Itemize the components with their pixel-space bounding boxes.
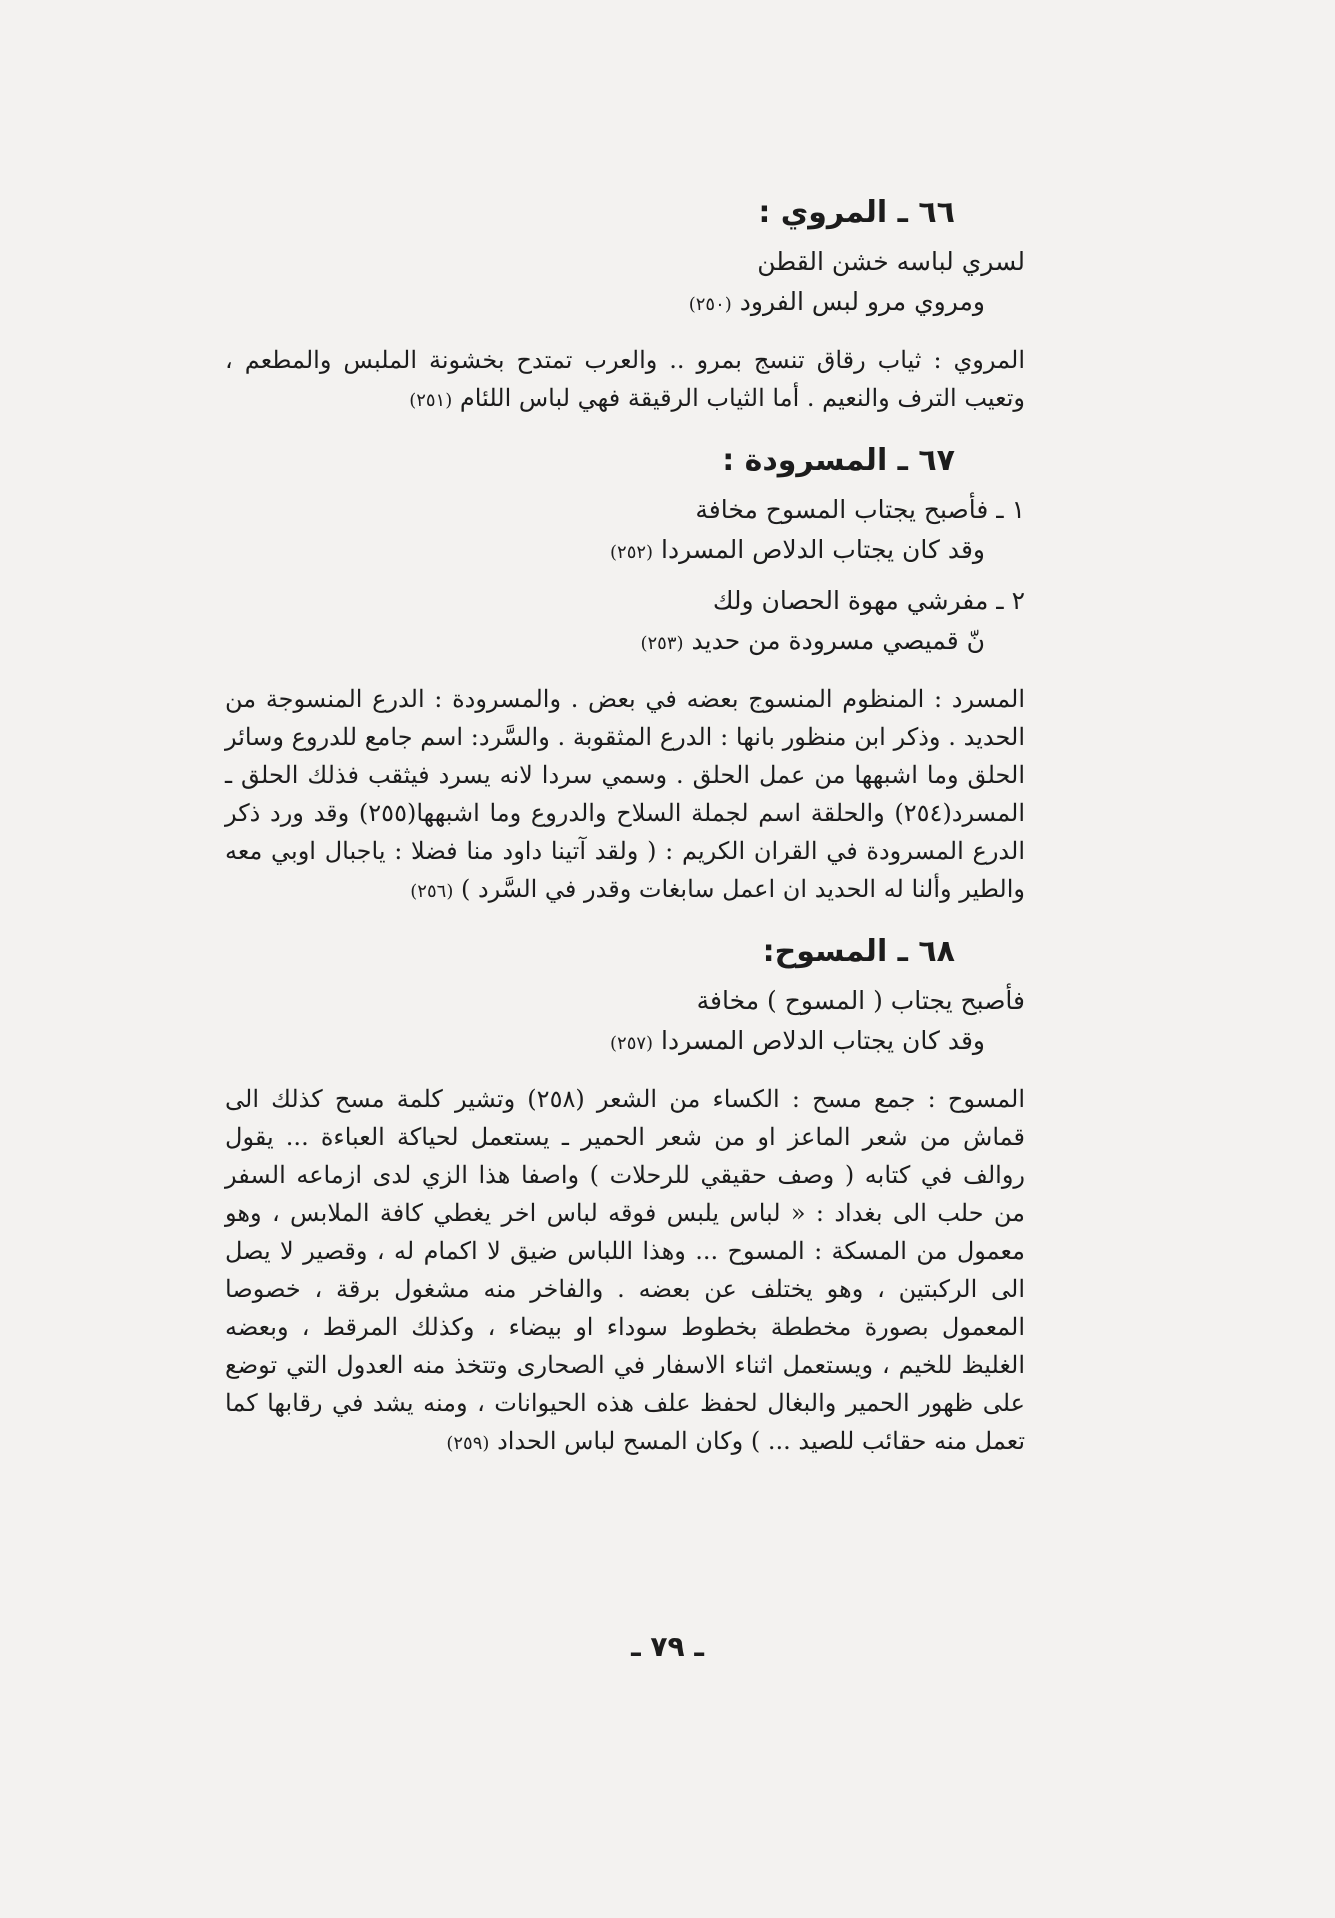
text-block xyxy=(225,190,1025,1481)
verse-line-text: وقد كان يجتاب الدلاص المسردا xyxy=(661,535,985,564)
verse xyxy=(225,490,1025,573)
paragraph xyxy=(225,1080,1025,1463)
verse-line xyxy=(225,282,1025,325)
verse-line: ١ ـ فأصبح يجتاب المسوح مخافة xyxy=(695,495,1025,524)
footnote-ref: (٢٥٢) xyxy=(610,542,654,563)
paragraph-text: المسوح : جمع مسح : الكساء من الشعر (٢٥٨) وتشير كلمة مسح كذلك الى قماش من شعر الماعز او من شعر الحمير ـ يستعمل لحياكة العباءة ... يقول روالف في كتابه ( وصف حقيقي للرحلات ) واصفا هذا الزي لدى ازماعه السفر من حلب الى بغداد : « لباس يلبس فوقه لباس اخر يغطي كافة الملابس ، وهو معمول من المسكة : المسوح ... وهذا اللباس ضيق لا اكمام له ، وقصير لا يصل الى الركبتين ، وهو يختلف عن بعضه . والفاخر منه مشغول برقة ، خصوصا المعمول بصورة مخططة بخطوط سوداء او بيضاء ، وكذلك المرقط ، وبعضه الغليظ للخيم ، ويستعمل اثناء الاسفار في الصحارى وتتخذ منه العدول التي توضع على ظهور الحمير والبغال لحفظ علف هذه الحيوانات ، ومنه يشد في رقابها كما تعمل منه حقائب للصيد ... ) وكان المسح لباس الحداد xyxy=(225,1085,1026,1455)
verse-line-text: وقد كان يجتاب الدلاص المسردا xyxy=(661,1026,985,1055)
footnote-ref: (٢٥٦) xyxy=(410,881,454,902)
verse-line xyxy=(225,530,1025,573)
footnote-ref: (٢٥٧) xyxy=(610,1033,654,1054)
verse-line xyxy=(225,621,1025,664)
footnote-ref: (٢٥٣) xyxy=(640,633,684,654)
paragraph-text: المروي : ثياب رقاق تنسج بمرو .. والعرب تمتدح بخشونة الملبس والمطعم ، وتعيب الترف والنعيم . أما الثياب الرقيقة فهي لباس اللئام xyxy=(225,346,1025,412)
verse xyxy=(225,242,1025,325)
footnote-ref: (٢٥٠) xyxy=(688,294,732,315)
verse-line xyxy=(225,1021,1025,1064)
section-almasruda xyxy=(225,438,1025,911)
section-title: ٦٧ ـ المسرودة : xyxy=(722,443,955,478)
verse-line-text: ومروي مرو لبس الفرود xyxy=(739,287,985,316)
verse-line: لسري لباسه خشن القطن xyxy=(757,247,1025,276)
footnote-ref: (٢٥٩) xyxy=(446,1433,490,1454)
verse-line: ٢ ـ مفرشي مهوة الحصان ولك xyxy=(712,586,1025,615)
verse-line-text: نّ قميصي مسرودة من حديد xyxy=(691,626,985,655)
verse xyxy=(225,581,1025,664)
verse xyxy=(225,981,1025,1064)
paragraph xyxy=(225,341,1025,420)
footnote-ref: (٢٥١) xyxy=(409,390,453,411)
page-number: ـ ٧٩ ـ xyxy=(631,1630,704,1663)
verse-line: فأصبح يجتاب ( المسوح ) مخافة xyxy=(696,986,1025,1015)
section-almusuh xyxy=(225,929,1025,1463)
section-title: ٦٨ ـ المسوح: xyxy=(762,934,955,969)
paragraph-text: المسرد : المنظوم المنسوج بعضه في بعض . والمسرودة : الدرع المنسوجة من الحديد . وذكر ابن منظور بانها : الدرع المثقوبة . والسَّرد: اسم جامع للدروع وسائر الحلق وما اشبهها من عمل الحلق . وسمي سردا لانه يسرد فيثقب فذلك الحلق ـ المسرد(٢٥٤) والحلقة اسم لجملة السلاح والدروع وما اشبهها(٢٥٥) وقد ورد ذكر الدرع المسرودة في القران الكريم : ( ولقد آتينا داود منا فضلا : ياجبال اوبي معه والطير وألنا له الحديد ان اعمل سابغات وقدر في السَّرد ) xyxy=(225,685,1025,903)
section-almarwi xyxy=(225,190,1025,420)
paragraph xyxy=(225,680,1025,911)
section-title: ٦٦ ـ المروي : xyxy=(758,195,955,230)
